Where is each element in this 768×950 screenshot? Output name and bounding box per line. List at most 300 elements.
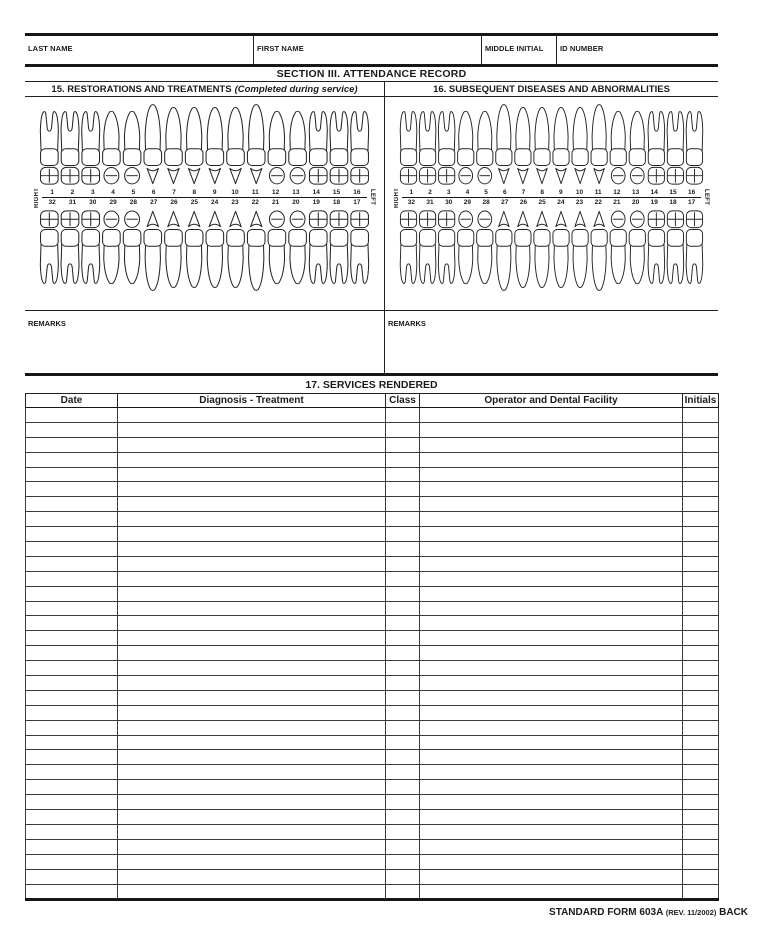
services-cell-initials[interactable] (683, 437, 719, 452)
services-cell-diagnosis[interactable] (118, 705, 386, 720)
services-cell-class[interactable] (386, 735, 420, 750)
services-cell-date[interactable] (26, 839, 118, 854)
panel-restorations (25, 82, 385, 373)
upper-tooth-number: 10 (231, 189, 239, 196)
upper-tooth-number: 8 (540, 189, 544, 196)
services-cell-class[interactable] (386, 824, 420, 839)
upper-tooth-number: 7 (521, 189, 526, 196)
services-row (26, 795, 719, 810)
services-cell-diagnosis[interactable] (118, 690, 386, 705)
services-cell-initials[interactable] (683, 795, 719, 810)
services-cell-operator[interactable] (420, 780, 683, 795)
upper-tooth-number: 4 (111, 189, 115, 196)
services-cell-operator[interactable] (420, 497, 683, 512)
services-cell-class[interactable] (386, 661, 420, 676)
services-cell-class[interactable] (386, 601, 420, 616)
upper-tooth-number: 13 (292, 189, 300, 196)
services-cell-initials[interactable] (683, 869, 719, 884)
services-cell-class[interactable] (386, 437, 420, 452)
upper-tooth-number: 5 (131, 189, 136, 196)
upper-teeth-diagram (391, 102, 712, 186)
services-cell-diagnosis[interactable] (118, 646, 386, 661)
lower-tooth-number: 29 (463, 199, 472, 206)
services-cell-date[interactable] (26, 512, 118, 527)
services-cell-class[interactable] (386, 631, 420, 646)
services-cell-date[interactable] (26, 750, 118, 765)
services-cell-operator[interactable] (420, 690, 683, 705)
services-cell-date[interactable] (26, 765, 118, 780)
services-cell-initials[interactable] (683, 810, 719, 825)
services-cell-initials[interactable] (683, 512, 719, 527)
remarks-label-15: REMARKS (28, 319, 66, 328)
services-row (26, 750, 719, 765)
services-cell-operator[interactable] (420, 750, 683, 765)
last-name-field[interactable] (25, 36, 254, 64)
services-cell-initials[interactable] (683, 497, 719, 512)
services-cell-class[interactable] (386, 527, 420, 542)
lower-tooth-number: 27 (150, 199, 158, 206)
left-side-label: LEFT (703, 189, 709, 206)
services-cell-diagnosis[interactable] (118, 571, 386, 586)
services-header-row (26, 394, 719, 408)
services-cell-diagnosis[interactable] (118, 750, 386, 765)
services-cell-diagnosis[interactable] (118, 884, 386, 900)
lower-tooth-number: 19 (312, 199, 320, 206)
services-cell-date[interactable] (26, 556, 118, 571)
services-cell-class[interactable] (386, 452, 420, 467)
upper-tooth-number: 1 (409, 189, 414, 196)
services-cell-class[interactable] (386, 705, 420, 720)
services-cell-operator[interactable] (420, 676, 683, 691)
services-cell-initials[interactable] (683, 839, 719, 854)
services-cell-date[interactable] (26, 482, 118, 497)
left-side-label: LEFT (369, 189, 375, 206)
lower-tooth-number: 30 (89, 199, 97, 206)
services-cell-operator[interactable] (420, 661, 683, 676)
first-name-label: FIRST NAME (257, 44, 304, 53)
services-col-header-diagnosis: Diagnosis - Treatment (118, 394, 386, 408)
right-side-label: RIGHT (34, 187, 40, 208)
right-side-label: RIGHT (394, 187, 400, 208)
services-row (26, 631, 719, 646)
lower-tooth-number: 29 (109, 199, 117, 206)
lower-tooth-number: 26 (170, 199, 178, 206)
services-cell-diagnosis[interactable] (118, 661, 386, 676)
services-cell-operator[interactable] (420, 452, 683, 467)
services-cell-initials[interactable] (683, 854, 719, 869)
services-cell-operator[interactable] (420, 408, 683, 423)
upper-tooth-number: 14 (650, 189, 658, 196)
footer-revision: (REV. 11/2002) (665, 908, 717, 917)
upper-tooth-number: 2 (428, 189, 432, 196)
services-row (26, 542, 719, 557)
services-cell-operator[interactable] (420, 869, 683, 884)
upper-tooth-number: 7 (172, 189, 176, 196)
upper-tooth-number: 10 (575, 189, 584, 196)
services-cell-class[interactable] (386, 884, 420, 900)
services-cell-class[interactable] (386, 571, 420, 586)
services-cell-class[interactable] (386, 497, 420, 512)
services-cell-initials[interactable] (683, 676, 719, 691)
services-cell-initials[interactable] (683, 542, 719, 557)
services-row (26, 497, 719, 512)
services-cell-diagnosis[interactable] (118, 542, 386, 557)
services-cell-initials[interactable] (683, 616, 719, 631)
services-row (26, 765, 719, 780)
panel-16-title-text: 16. SUBSEQUENT DISEASES AND ABNORMALITIES (433, 83, 670, 95)
services-cell-operator[interactable] (420, 765, 683, 780)
services-cell-date[interactable] (26, 452, 118, 467)
services-cell-operator[interactable] (420, 512, 683, 527)
services-cell-date[interactable] (26, 720, 118, 735)
lower-tooth-number: 24 (557, 199, 565, 206)
services-cell-class[interactable] (386, 676, 420, 691)
middle-initial-field[interactable] (482, 36, 557, 64)
upper-tooth-numbers (402, 189, 701, 198)
services-cell-operator[interactable] (420, 810, 683, 825)
lower-tooth-number: 24 (211, 199, 219, 206)
upper-tooth-number: 1 (50, 189, 54, 196)
panel-16-title (385, 82, 718, 97)
services-cell-date[interactable] (26, 616, 118, 631)
services-row (26, 586, 719, 601)
services-cell-class[interactable] (386, 869, 420, 884)
services-cell-date[interactable] (26, 780, 118, 795)
services-cell-date[interactable] (26, 824, 118, 839)
services-cell-operator[interactable] (420, 467, 683, 482)
services-cell-initials[interactable] (683, 452, 719, 467)
services-cell-diagnosis[interactable] (118, 869, 386, 884)
services-cell-diagnosis[interactable] (118, 422, 386, 437)
form-footer (549, 907, 748, 918)
lower-tooth-number: 31 (426, 199, 434, 206)
services-row (26, 556, 719, 571)
services-cell-diagnosis[interactable] (118, 527, 386, 542)
lower-tooth-number: 32 (407, 199, 415, 206)
services-cell-initials[interactable] (683, 780, 719, 795)
upper-tooth-number: 12 (613, 189, 621, 196)
upper-tooth-numbers (42, 189, 367, 198)
services-row (26, 571, 719, 586)
services-cell-diagnosis[interactable] (118, 854, 386, 869)
services-table (25, 393, 719, 901)
services-cell-diagnosis[interactable] (118, 765, 386, 780)
lower-tooth-number: 18 (669, 199, 677, 206)
services-cell-diagnosis[interactable] (118, 720, 386, 735)
services-cell-operator[interactable] (420, 839, 683, 854)
services-cell-operator[interactable] (420, 705, 683, 720)
services-row (26, 661, 719, 676)
patient-header-row (25, 33, 718, 67)
upper-tooth-number: 6 (151, 189, 156, 196)
footer-side: BACK (719, 907, 748, 918)
services-cell-operator[interactable] (420, 631, 683, 646)
services-cell-class[interactable] (386, 422, 420, 437)
services-cell-class[interactable] (386, 854, 420, 869)
services-cell-initials[interactable] (683, 556, 719, 571)
upper-tooth-number: 3 (90, 189, 95, 196)
services-cell-diagnosis[interactable] (118, 810, 386, 825)
lower-tooth-numbers (402, 198, 701, 206)
services-row (26, 705, 719, 720)
services-row (26, 601, 719, 616)
services-cell-operator[interactable] (420, 795, 683, 810)
services-row (26, 408, 719, 423)
services-cell-initials[interactable] (683, 467, 719, 482)
id-number-field[interactable] (557, 36, 718, 64)
services-cell-initials[interactable] (683, 571, 719, 586)
services-cell-operator[interactable] (420, 422, 683, 437)
services-cell-date[interactable] (26, 571, 118, 586)
services-cell-date[interactable] (26, 497, 118, 512)
panel-15-title-text: 15. RESTORATIONS AND TREATMENTS (51, 83, 232, 95)
services-cell-class[interactable] (386, 556, 420, 571)
services-cell-initials[interactable] (683, 586, 719, 601)
services-cell-diagnosis[interactable] (118, 616, 386, 631)
services-cell-date[interactable] (26, 795, 118, 810)
services-cell-initials[interactable] (683, 661, 719, 676)
services-cell-initials[interactable] (683, 527, 719, 542)
services-cell-diagnosis[interactable] (118, 497, 386, 512)
services-cell-class[interactable] (386, 482, 420, 497)
tooth-number-strip (32, 186, 377, 209)
upper-tooth-number: 16 (353, 189, 361, 196)
services-cell-date[interactable] (26, 854, 118, 869)
services-cell-diagnosis[interactable] (118, 467, 386, 482)
lower-tooth-number: 28 (482, 199, 490, 206)
lower-tooth-number: 32 (48, 199, 56, 206)
services-col-header-operator: Operator and Dental Facility (420, 394, 683, 408)
upper-tooth-number: 6 (502, 189, 507, 196)
services-cell-diagnosis[interactable] (118, 601, 386, 616)
services-cell-operator[interactable] (420, 720, 683, 735)
lower-tooth-number: 23 (231, 199, 239, 206)
services-cell-date[interactable] (26, 467, 118, 482)
lower-tooth-number: 20 (631, 199, 640, 206)
services-cell-operator[interactable] (420, 482, 683, 497)
services-cell-initials[interactable] (683, 690, 719, 705)
upper-tooth-number: 14 (312, 189, 320, 196)
lower-tooth-number: 30 (445, 199, 453, 206)
upper-tooth-number: 8 (192, 189, 197, 196)
services-cell-initials[interactable] (683, 422, 719, 437)
services-cell-class[interactable] (386, 586, 420, 601)
remarks-area-16[interactable] (385, 310, 718, 373)
services-cell-date[interactable] (26, 676, 118, 691)
lower-tooth-number: 21 (271, 199, 280, 206)
tooth-chart-16 (385, 97, 718, 310)
services-cell-date[interactable] (26, 437, 118, 452)
services-cell-class[interactable] (386, 765, 420, 780)
upper-tooth-number: 15 (332, 189, 341, 196)
upper-teeth-diagram (31, 102, 378, 186)
services-row (26, 422, 719, 437)
services-cell-operator[interactable] (420, 616, 683, 631)
services-cell-initials[interactable] (683, 750, 719, 765)
services-cell-date[interactable] (26, 661, 118, 676)
services-row (26, 869, 719, 884)
services-row (26, 452, 719, 467)
services-cell-operator[interactable] (420, 646, 683, 661)
services-row (26, 512, 719, 527)
upper-tooth-number: 16 (688, 189, 696, 196)
lower-tooth-number: 22 (594, 199, 602, 206)
services-col-header-initials: Initials (683, 394, 719, 408)
remarks-label-16: REMARKS (388, 319, 426, 328)
services-cell-initials[interactable] (683, 884, 719, 900)
services-cell-class[interactable] (386, 467, 420, 482)
services-cell-initials[interactable] (683, 720, 719, 735)
services-cell-initials[interactable] (683, 705, 719, 720)
upper-tooth-number: 11 (594, 189, 602, 196)
services-cell-initials[interactable] (683, 601, 719, 616)
services-row (26, 676, 719, 691)
services-row (26, 884, 719, 900)
tooth-number-strip (392, 186, 711, 209)
services-cell-date[interactable] (26, 586, 118, 601)
services-cell-initials[interactable] (683, 824, 719, 839)
dental-form (25, 33, 718, 901)
services-cell-initials[interactable] (683, 646, 719, 661)
services-row (26, 616, 719, 631)
tooth-chart-15 (25, 97, 384, 310)
services-cell-operator[interactable] (420, 556, 683, 571)
services-cell-diagnosis[interactable] (118, 735, 386, 750)
services-row (26, 854, 719, 869)
services-cell-diagnosis[interactable] (118, 556, 386, 571)
services-cell-operator[interactable] (420, 571, 683, 586)
upper-tooth-number: 2 (70, 189, 75, 196)
services-row (26, 482, 719, 497)
lower-tooth-number: 31 (68, 199, 77, 206)
services-cell-class[interactable] (386, 542, 420, 557)
services-row (26, 720, 719, 735)
services-cell-diagnosis[interactable] (118, 631, 386, 646)
upper-tooth-number: 3 (446, 189, 451, 196)
lower-tooth-number: 27 (501, 199, 509, 206)
services-cell-diagnosis[interactable] (118, 586, 386, 601)
lower-tooth-number: 19 (650, 199, 658, 206)
services-cell-date[interactable] (26, 735, 118, 750)
services-cell-class[interactable] (386, 839, 420, 854)
upper-tooth-number: 12 (271, 189, 280, 196)
services-cell-diagnosis[interactable] (118, 452, 386, 467)
upper-tooth-number: 4 (465, 189, 470, 196)
first-name-field[interactable] (254, 36, 482, 64)
services-cell-date[interactable] (26, 631, 118, 646)
services-cell-initials[interactable] (683, 631, 719, 646)
services-row (26, 780, 719, 795)
services-title: 17. SERVICES RENDERED (25, 373, 718, 393)
lower-tooth-number: 21 (613, 199, 621, 206)
upper-tooth-number: 11 (251, 189, 259, 196)
panel-15-title (25, 82, 384, 97)
remarks-area-15[interactable] (25, 310, 384, 373)
services-row (26, 527, 719, 542)
lower-tooth-number: 17 (688, 199, 696, 206)
upper-tooth-number: 9 (559, 189, 563, 196)
services-cell-class[interactable] (386, 408, 420, 423)
services-cell-class[interactable] (386, 750, 420, 765)
services-cell-class[interactable] (386, 616, 420, 631)
services-cell-initials[interactable] (683, 482, 719, 497)
services-cell-operator[interactable] (420, 735, 683, 750)
services-cell-operator[interactable] (420, 437, 683, 452)
services-cell-date[interactable] (26, 884, 118, 900)
services-cell-operator[interactable] (420, 884, 683, 900)
services-cell-class[interactable] (386, 720, 420, 735)
services-cell-diagnosis[interactable] (118, 408, 386, 423)
services-cell-class[interactable] (386, 810, 420, 825)
services-cell-diagnosis[interactable] (118, 824, 386, 839)
services-row (26, 735, 719, 750)
lower-tooth-number: 25 (190, 199, 198, 206)
services-cell-initials[interactable] (683, 408, 719, 423)
upper-tooth-number: 15 (669, 189, 677, 196)
services-cell-date[interactable] (26, 810, 118, 825)
services-cell-diagnosis[interactable] (118, 795, 386, 810)
lower-tooth-number: 23 (575, 199, 584, 206)
services-cell-diagnosis[interactable] (118, 512, 386, 527)
section-title: SECTION III. ATTENDANCE RECORD (25, 67, 718, 82)
services-row (26, 646, 719, 661)
services-cell-operator[interactable] (420, 527, 683, 542)
services-cell-diagnosis[interactable] (118, 780, 386, 795)
lower-tooth-number: 18 (332, 199, 341, 206)
panel-diseases (385, 82, 718, 373)
id-number-label: ID NUMBER (560, 44, 604, 53)
services-cell-operator[interactable] (420, 854, 683, 869)
services-cell-operator[interactable] (420, 586, 683, 601)
lower-tooth-number: 25 (538, 199, 546, 206)
services-cell-diagnosis[interactable] (118, 437, 386, 452)
middle-initial-label: MIDDLE INITIAL (485, 44, 544, 53)
services-cell-operator[interactable] (420, 824, 683, 839)
services-cell-date[interactable] (26, 690, 118, 705)
services-row (26, 810, 719, 825)
upper-tooth-number: 9 (212, 189, 217, 196)
services-cell-date[interactable] (26, 705, 118, 720)
services-cell-operator[interactable] (420, 542, 683, 557)
services-cell-class[interactable] (386, 780, 420, 795)
services-cell-date[interactable] (26, 422, 118, 437)
services-cell-class[interactable] (386, 512, 420, 527)
services-cell-diagnosis[interactable] (118, 839, 386, 854)
services-cell-diagnosis[interactable] (118, 676, 386, 691)
tooth-numbers (402, 186, 701, 209)
services-cell-date[interactable] (26, 601, 118, 616)
tooth-numbers (42, 186, 367, 209)
services-row (26, 437, 719, 452)
services-cell-date[interactable] (26, 869, 118, 884)
services-cell-class[interactable] (386, 795, 420, 810)
services-cell-date[interactable] (26, 646, 118, 661)
services-cell-date[interactable] (26, 527, 118, 542)
services-cell-initials[interactable] (683, 765, 719, 780)
services-cell-date[interactable] (26, 408, 118, 423)
services-cell-class[interactable] (386, 690, 420, 705)
services-cell-diagnosis[interactable] (118, 482, 386, 497)
footer-form-name: STANDARD FORM 603A (549, 907, 663, 918)
services-row (26, 467, 719, 482)
lower-tooth-number: 28 (129, 199, 138, 206)
services-cell-operator[interactable] (420, 601, 683, 616)
services-cell-initials[interactable] (683, 735, 719, 750)
upper-tooth-number: 5 (484, 189, 488, 196)
services-row (26, 839, 719, 854)
services-cell-date[interactable] (26, 542, 118, 557)
services-cell-class[interactable] (386, 646, 420, 661)
